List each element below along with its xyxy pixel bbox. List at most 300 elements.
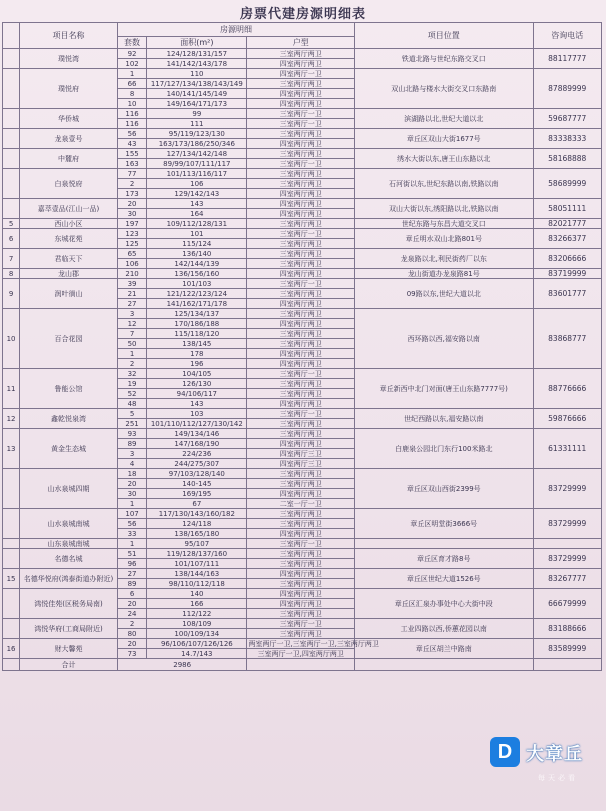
units-cell: 51 [117,549,146,559]
project-phone: 83206666 [533,249,602,269]
units-cell: 197 [117,219,146,229]
project-number [3,149,20,169]
project-name: 中麓府 [20,149,118,169]
project-name: 百合花园 [20,309,118,369]
layout-cell: 三室两厅一卫 [247,119,355,129]
project-location: 章丘区胡兰中路南 [355,639,533,659]
layout-cell: 四室两厅两卫 [247,569,355,579]
layout-cell: 两室两厅一卫,三室两厅一卫,三室两厅两卫 [248,639,379,648]
table-row [3,619,602,629]
project-name: 鸿悦佳苑(区税务局南) [20,589,118,619]
units-cell: 20 [117,479,146,489]
area-cell: 94/106/117 [147,389,247,399]
project-name: 山水泉城南城 [20,509,118,539]
project-number: 6 [3,229,20,249]
project-number [3,199,20,219]
units-cell: 5 [117,409,146,419]
area-cell: 129/142/143 [147,189,247,199]
area-cell: 112/122 [147,609,247,619]
header-area: 面积(m²) [147,37,247,49]
project-location: 双山大街以东,绣阳路以北,铁路以南 [355,199,533,219]
layout-cell: 三室两厅两卫 [247,339,355,349]
units-cell: 27 [117,569,146,579]
units-cell: 77 [117,169,146,179]
units-cell: 10 [117,99,146,109]
project-phone: 83729999 [533,509,602,539]
area-cell: 127/134/142/148 [147,149,247,159]
area-cell: 101/110/112/127/130/142 [147,419,247,429]
area-cell: 101/107/111 [147,559,247,569]
layout-cell: 三室两厅两卫 [247,519,355,529]
area-cell: 147/168/190 [147,439,247,449]
area-cell: 103 [147,409,247,419]
layout-cell: 三室两厅一卫 [247,159,355,169]
layout-cell: 三室两厅两卫 [247,479,355,489]
area-cell: 100/109/134 [147,629,247,639]
units-cell: 92 [117,49,146,59]
area-cell: 136/156/160 [147,269,247,279]
units-cell: 20 [117,599,146,609]
project-phone: 83729999 [533,469,602,509]
project-location: 绣水大街以东,唐王山东路以北 [355,149,533,169]
footer-label: 合计 [20,659,118,671]
table-row [3,539,602,549]
project-number [3,169,20,199]
project-name: 嘉萃壹品(江山一品) [20,199,118,219]
layout-cell: 四室两厅两卫 [247,269,355,279]
layout-cell: 四室两厅三卫 [247,449,355,459]
units-cell: 3 [117,449,146,459]
project-name: 华侨城 [20,109,118,129]
layout-cell: 三室两厅两卫 [247,289,355,299]
project-phone: 88776666 [533,369,602,409]
table-row [3,169,602,179]
project-name: 山东泉城南城 [20,539,118,549]
layout-cell: 四室两厅两卫 [247,349,355,359]
project-location: 世纪东路与东昌大道交叉口 [355,219,533,229]
project-location: 章丘区育才路8号 [355,549,533,569]
project-location: 章丘区世纪大道1526号 [355,569,533,589]
project-phone: 58051111 [533,199,602,219]
area-cell: 196 [147,359,247,369]
table-row [3,429,602,439]
area-cell: 101/103 [147,279,247,289]
project-location: 龙泉路以北,利民街药厂以东 [355,249,533,269]
project-name: 龙泉壹号 [20,129,118,149]
layout-cell: 四室两厅两卫 [247,529,355,539]
d-logo-icon: D [490,737,520,767]
area-cell: 142/144/139 [147,259,247,269]
units-cell: 21 [117,289,146,299]
layout-cell: 三室两厅两卫 [247,259,355,269]
project-number [3,469,20,509]
units-cell: 7 [117,329,146,339]
layout-cell: 四室两厅两卫 [247,589,355,599]
area-cell: 109/112/128/131 [147,219,247,229]
units-cell: 89 [117,439,146,449]
layout-cell: 三室两厅两卫 [247,129,355,139]
table-row [3,219,602,229]
project-location: 章丘区双山大街1677号 [355,129,533,149]
table-row [3,549,602,559]
layout-cell: 三室两厅两卫 [247,609,355,619]
project-name: 白泉悦府 [20,169,118,199]
layout-cell: 三室两厅两卫 [247,469,355,479]
area-cell: 115/124 [147,239,247,249]
area-cell: 96/106/107/126/126 [147,639,247,649]
project-number: 11 [3,369,20,409]
footer-empty [533,659,602,671]
units-cell: 19 [117,379,146,389]
layout-cell: 四室两厅两卫 [247,209,355,219]
area-cell: 138/144/163 [147,569,247,579]
project-phone: 88117777 [533,49,602,69]
project-name: 润叶徜山 [20,279,118,309]
project-phone: 83589999 [533,639,602,659]
project-name: 财大馨苑 [20,639,118,659]
units-cell: 48 [117,399,146,409]
header-units: 套数 [117,37,146,49]
units-cell: 116 [117,119,146,129]
project-location: 世纪西路以东,福安路以南 [355,409,533,429]
project-phone: 58689999 [533,169,602,199]
table-row [3,199,602,209]
area-cell: 97/103/128/140 [147,469,247,479]
table-row [3,309,602,319]
project-number: 9 [3,279,20,309]
project-phone: 61331111 [533,429,602,469]
units-cell: 173 [117,189,146,199]
units-cell: 1 [117,539,146,549]
project-name: 璞悦湾 [20,49,118,69]
project-phone: 87889999 [533,69,602,109]
units-cell: 73 [117,649,146,659]
layout-cell: 三室两厅一卫 [247,409,355,419]
header-source-detail: 房源明细 [117,23,354,37]
area-cell: 163/173/186/250/346 [147,139,247,149]
layout-cell: 三室两厅两卫 [247,419,355,429]
area-cell: 110 [147,69,247,79]
layout-cell: 三室两厅一卫 [247,279,355,289]
project-phone: 59876666 [533,409,602,429]
layout-cell: 四室两厅两卫 [247,59,355,69]
project-name: 鸿悦华府(工商局附近) [20,619,118,639]
header-phone: 咨询电话 [533,23,602,49]
units-cell: 3 [117,309,146,319]
area-cell: 140/141/145/149 [147,89,247,99]
layout-cell: 四室两厅两卫 [247,319,355,329]
project-number: 13 [3,429,20,469]
project-location: 09路以东,世纪大道以北 [355,279,533,309]
area-cell: 111 [147,119,247,129]
project-phone: 82021777 [533,219,602,229]
units-cell: 89 [117,579,146,589]
layout-cell: 三室两厅两卫 [247,579,355,589]
area-cell: 124/128/131/157 [147,49,247,59]
table-row [3,589,602,599]
table-row [3,109,602,119]
area-cell: 140 [147,589,247,599]
layout-cell: 三室两厅两卫 [247,49,355,59]
table-row [3,569,602,579]
units-cell: 6 [117,589,146,599]
units-cell: 102 [117,59,146,69]
units-cell: 56 [117,129,146,139]
header-no [3,23,20,49]
area-cell: 101/113/116/117 [147,169,247,179]
project-number [3,589,20,619]
project-name: 鑫乾悦泉湾 [20,409,118,429]
project-name: 龙山郡 [20,269,118,279]
area-cell: 119/128/137/160 [147,549,247,559]
header-location: 项目位置 [355,23,533,49]
units-cell: 2 [117,619,146,629]
project-name: 鲁能公馆 [20,369,118,409]
footer-no [3,659,20,671]
project-name: 东城花苑 [20,229,118,249]
area-cell: 117/127/134/138/143/149 [147,79,247,89]
area-cell: 117/130/143/160/182 [147,509,247,519]
area-cell: 89/99/107/111/117 [147,159,247,169]
area-cell: 143 [147,199,247,209]
units-cell: 30 [117,209,146,219]
table-row [3,69,602,79]
area-cell: 95/119/123/130 [147,129,247,139]
area-cell: 14.7/143 [147,649,247,659]
layout-cell: 四室两厅两卫 [247,359,355,369]
units-cell: 33 [117,529,146,539]
units-cell: 39 [117,279,146,289]
layout-cell: 三室两厅两卫 [247,179,355,189]
project-location: 章丘区双山西街2399号 [355,469,533,509]
table-row [3,509,602,519]
project-number [3,539,20,549]
layout-cell: 三室两厅一卫 [247,539,355,549]
project-location: 铁道北路与世纪东路交叉口 [355,49,533,69]
area-cell: 149/164/171/173 [147,99,247,109]
layout-cell: 四室两厅两卫 [247,599,355,609]
watermark-brand: 大章丘 [526,744,583,765]
layout-cell: 三室两厅两卫 [247,149,355,159]
project-name: 黄金生态城 [20,429,118,469]
project-location: 章丘新西中北门对面(唐王山东路7777号) [355,369,533,409]
project-number [3,509,20,539]
units-cell: 107 [117,509,146,519]
area-cell: 178 [147,349,247,359]
project-phone: 59687777 [533,109,602,129]
area-cell: 104/105 [147,369,247,379]
project-number [3,69,20,109]
project-number: 10 [3,309,20,369]
layout-cell: 三室两厅一卫 [247,229,355,239]
units-cell: 2 [117,179,146,189]
project-number: 15 [3,569,20,589]
area-cell: 164 [147,209,247,219]
area-cell: 125/134/137 [147,309,247,319]
watermark-logo [482,733,600,795]
table-row [3,269,602,279]
units-cell: 163 [117,159,146,169]
project-location: 章丘区汇泉办事处中心大街中段 [355,589,533,619]
area-cell: 101 [147,229,247,239]
layout-cell: 四室两厅三卫 [247,459,355,469]
footer-empty [247,659,355,671]
project-name: 君临天下 [20,249,118,269]
layout-cell: 三室两厅两卫 [247,549,355,559]
area-cell: 138/165/180 [147,529,247,539]
layout-cell: 四室两厅两卫 [247,299,355,309]
project-location: 石河街以东,世纪东路以南,铁路以南 [355,169,533,199]
layout-cell: 三室两厅一卫,四室两厅两卫 [247,649,355,659]
units-cell: 56 [117,519,146,529]
project-number [3,619,20,639]
project-location [355,539,533,549]
units-cell: 20 [117,199,146,209]
units-cell: 24 [117,609,146,619]
units-cell: 106 [117,259,146,269]
project-phone: 83719999 [533,269,602,279]
units-cell: 12 [117,319,146,329]
layout-cell: 三室两厅两卫 [247,249,355,259]
project-number [3,109,20,129]
layout-cell: 三室两厅两卫 [247,509,355,519]
units-cell: 52 [117,389,146,399]
area-cell: 115/118/120 [147,329,247,339]
table-row [3,129,602,139]
project-number: 16 [3,639,20,659]
table-row [3,639,602,649]
layout-cell: 三室两厅两卫 [247,239,355,249]
project-number [3,49,20,69]
housing-table [2,22,602,671]
layout-cell: 三室两厅一卫 [247,369,355,379]
area-cell: 126/130 [147,379,247,389]
layout-cell: 四室两厅两卫 [247,399,355,409]
units-cell: 251 [117,419,146,429]
layout-cell: 四室两厅一卫 [247,69,355,79]
project-name: 西山小区 [20,219,118,229]
project-phone: 83601777 [533,279,602,309]
header-layout: 户型 [247,37,355,49]
table-row [3,409,602,419]
project-phone: 83868777 [533,309,602,369]
layout-cell: 三室两厅两卫 [247,559,355,569]
project-phone [533,539,602,549]
layout-cell: 三室两厅一卫 [247,109,355,119]
area-cell: 121/122/123/124 [147,289,247,299]
area-cell: 224/236 [147,449,247,459]
units-cell: 80 [117,629,146,639]
layout-cell: 三室两厅两卫 [247,329,355,339]
layout-cell: 三室两厅两卫 [247,219,355,229]
units-cell: 1 [117,69,146,79]
project-phone: 83188666 [533,619,602,639]
project-location: 白鹿泉公园北门东行100米路北 [355,429,533,469]
units-cell: 1 [117,499,146,509]
units-cell: 4 [117,459,146,469]
area-cell: 140-145 [147,479,247,489]
table-row [3,369,602,379]
units-cell: 65 [117,249,146,259]
units-cell: 96 [117,559,146,569]
project-location: 工业四路以西,侨蕙花园以南 [355,619,533,639]
area-cell: 141/142/143/178 [147,59,247,69]
area-cell: 149/134/146 [147,429,247,439]
layout-cell: 四室两厅两卫 [247,489,355,499]
project-location: 双山北路与楼水大街交叉口东路南 [355,69,533,109]
units-cell: 66 [117,79,146,89]
area-cell: 166 [147,599,247,609]
project-number: 12 [3,409,20,429]
layout-cell: 三室两厅两卫 [247,79,355,89]
table-row [3,249,602,259]
layout-cell: 二室一厅一卫 [247,499,355,509]
units-cell: 18 [117,469,146,479]
project-number [3,129,20,149]
units-cell: 8 [117,89,146,99]
area-cell: 141/162/171/178 [147,299,247,309]
units-cell: 123 [117,229,146,239]
area-cell: 244/275/307 [147,459,247,469]
area-cell: 106 [147,179,247,189]
area-cell: 99 [147,109,247,119]
layout-cell: 三室两厅两卫 [247,389,355,399]
units-cell: 20 [117,639,146,649]
table-row [3,149,602,159]
units-cell: 27 [117,299,146,309]
area-cell: 108/109 [147,619,247,629]
project-phone: 83729999 [533,549,602,569]
units-cell: 93 [117,429,146,439]
units-cell: 116 [117,109,146,119]
layout-cell: 四室两厅两卫 [247,439,355,449]
project-phone: 83338333 [533,129,602,149]
project-location: 西环路以西,福安路以南 [355,309,533,369]
project-location: 龙山街道办龙泉路81号 [355,269,533,279]
layout-cell: 四室两厅两卫 [247,139,355,149]
project-number: 8 [3,269,20,279]
footer-empty [355,659,533,671]
area-cell: 143 [147,399,247,409]
units-cell: 1 [117,349,146,359]
table-row [3,49,602,59]
layout-cell: 四室两厅两卫 [247,99,355,109]
project-location: 滨湖路以北,世纪大道以北 [355,109,533,129]
layout-cell: 四室两厅两卫 [247,199,355,209]
layout-cell: 三室两厅两卫 [247,309,355,319]
page-title: 房票代建房源明细表 [239,7,366,22]
project-location: 章丘区明堂街3666号 [355,509,533,539]
area-cell: 170/186/188 [147,319,247,329]
table-row [3,469,602,479]
project-name: 名德华悦府(鸿泰街道办附近) [20,569,118,589]
project-number: 7 [3,249,20,269]
project-phone: 66679999 [533,589,602,619]
project-number: 5 [3,219,20,229]
project-name: 山水泉城四期 [20,469,118,509]
project-name: 璞悦府 [20,69,118,109]
area-cell: 136/140 [147,249,247,259]
layout-cell: 三室两厅一卫 [247,619,355,629]
layout-cell: 四室两厅两卫 [247,89,355,99]
layout-cell: 四室两厅两卫 [247,189,355,199]
project-phone: 58168888 [533,149,602,169]
area-cell: 169/195 [147,489,247,499]
area-cell: 138/145 [147,339,247,349]
project-number [3,549,20,569]
units-cell: 30 [117,489,146,499]
project-location: 章丘明水双山北路801号 [355,229,533,249]
